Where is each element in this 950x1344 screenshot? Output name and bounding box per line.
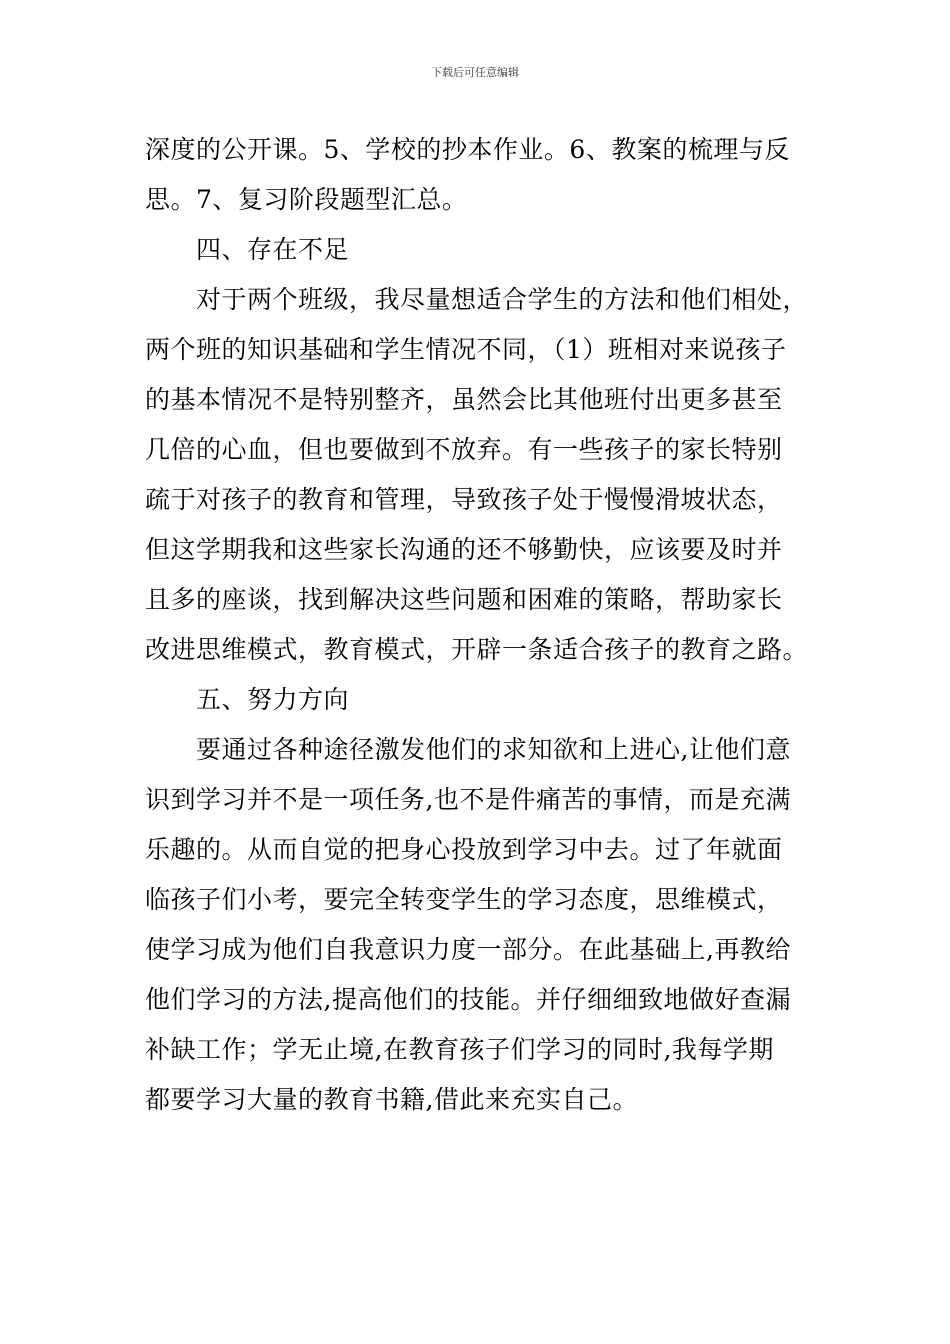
text-line: 疏于对孩子的教育和管理，导致孩子处于慢慢滑坡状态， (145, 485, 783, 514)
text-line: 几倍的心血，但也要做到不放弃。有一些孩子的家长特别 (145, 435, 783, 464)
section-heading: 五、努力方向 (196, 685, 350, 714)
page-header-note: 下载后可任意编辑 (431, 66, 519, 79)
text-line: 都要学习大量的教育书籍,借此来充实自己。 (145, 1085, 638, 1114)
text-line: 深度的公开课。5、学校的抄本作业。6、教案的梳理与反 (145, 135, 790, 164)
section-heading: 四、存在不足 (196, 235, 350, 264)
text-line: 他们学习的方法,提高他们的技能。并仔细细致地做好查漏 (145, 985, 791, 1014)
text-line: 乐趣的。从而自觉的把身心投放到学习中去。过了年就面 (145, 835, 783, 864)
text-line: 使学习成为他们自我意识力度一部分。在此基础上,再教给 (145, 935, 791, 964)
text-line: 识到学习并不是一项任务,也不是件痛苦的事情，而是充满 (145, 785, 791, 814)
text-line: 思。7、复习阶段题型汇总。 (145, 185, 468, 214)
text-line: 且多的座谈，找到解决这些问题和困难的策略，帮助家长 (145, 585, 783, 614)
text-line: 要通过各种途径激发他们的求知欲和上进心,让他们意 (196, 735, 791, 764)
text-line: 但这学期我和这些家长沟通的还不够勤快，应该要及时并 (145, 535, 783, 564)
text-line: 补缺工作；学无止境,在教育孩子们学习的同时,我每学期 (145, 1035, 774, 1064)
text-line: 的基本情况不是特别整齐，虽然会比其他班付出更多甚至 (145, 385, 783, 414)
text-line: 两个班的知识基础和学生情况不同，（1）班相对来说孩子 (145, 335, 787, 364)
text-line: 临孩子们小考，要完全转变学生的学习态度，思维模式， (145, 885, 783, 914)
text-line: 对于两个班级，我尽量想适合学生的方法和他们相处， (196, 285, 809, 314)
text-line: 改进思维模式，教育模式，开辟一条适合孩子的教育之路。 (145, 635, 809, 664)
